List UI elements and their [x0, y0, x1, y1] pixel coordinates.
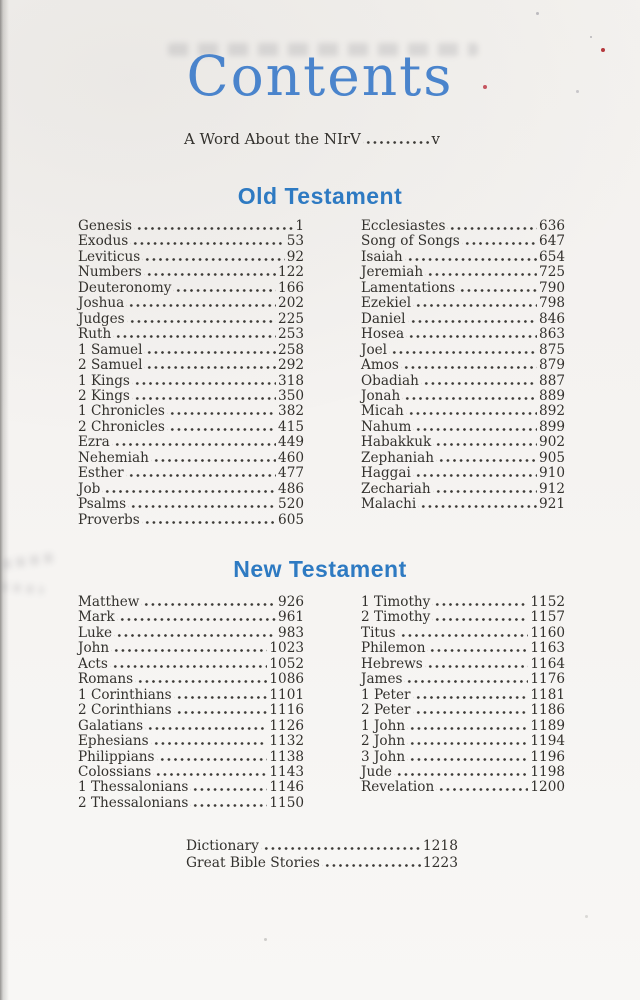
dot-leader: [406, 412, 537, 415]
toc-entry-page: 53: [286, 233, 304, 250]
toc-entry-label: Jeremiah: [361, 264, 424, 281]
toc-entry-page: 460: [278, 449, 304, 466]
toc-entry-label: 2 Corinthians: [78, 702, 172, 719]
toc-entry-page: 875: [539, 341, 565, 358]
toc-entry-page: 449: [278, 434, 304, 451]
toc-entry: [78, 750, 304, 765]
toc-entry-label: Habakkuk: [361, 434, 432, 451]
toc-entry: [361, 482, 565, 497]
toc-entry-label: A Word About the NIrV: [184, 130, 361, 148]
toc-entry-label: 1 John: [361, 717, 406, 734]
toc-entry-label: Psalms: [78, 496, 127, 513]
toc-entry: [78, 796, 304, 811]
toc-entry-page: 1163: [530, 640, 565, 657]
dot-leader: [398, 634, 529, 637]
toc-entry: [78, 719, 304, 734]
dot-leader: [425, 273, 537, 276]
toc-entry-page: 912: [539, 480, 565, 497]
toc-entry-label: 2 Peter: [361, 702, 411, 719]
toc-entry-label: 1 Thessalonians: [78, 779, 189, 796]
toc-entry-label: Zechariah: [361, 480, 431, 497]
toc-entry-page: 1116: [269, 702, 304, 719]
toc-entry-label: Luke: [78, 624, 113, 641]
dot-leader: [110, 665, 268, 668]
dot-leader: [402, 397, 537, 400]
toc-entry-label: 1 Samuel: [78, 341, 143, 358]
toc-entry-page: 1196: [530, 748, 565, 765]
dot-leader: [167, 428, 276, 431]
toc-entry-page: 1200: [530, 779, 565, 796]
toc-entry-page: 166: [278, 279, 304, 296]
toc-entry-label: Haggai: [361, 465, 411, 482]
new-testament-column-1: [78, 595, 304, 811]
toc-entry: [361, 750, 565, 765]
toc-entry-page: 887: [539, 372, 565, 389]
toc-entry-page: 258: [278, 341, 304, 358]
toc-entry-page: 846: [539, 310, 565, 327]
back-matter-list: [186, 838, 458, 871]
dot-leader: [447, 227, 537, 230]
dot-leader: [413, 696, 529, 699]
toc-entry-label: Exodus: [78, 233, 129, 250]
toc-entry-page: 477: [278, 465, 304, 482]
dot-leader: [413, 304, 537, 307]
toc-entry: [361, 234, 565, 249]
toc-entry-page: 1086: [269, 671, 304, 688]
dot-leader: [132, 397, 276, 400]
dot-leader: [433, 490, 537, 493]
toc-entry-page: 1: [295, 218, 304, 234]
toc-entry-page: 647: [539, 233, 565, 250]
dot-leader: [436, 459, 537, 462]
toc-entry-label: Leviticus: [78, 248, 141, 265]
toc-entry: [361, 404, 565, 419]
toc-entry: [361, 327, 565, 342]
toc-entry-page: 1176: [530, 671, 565, 688]
toc-entry: [361, 497, 565, 512]
toc-entry: [361, 626, 565, 641]
toc-entry: [78, 734, 304, 749]
toc-entry-label: 2 Timothy: [361, 609, 431, 626]
toc-entry-label: Genesis: [78, 218, 133, 234]
toc-entry-label: Ruth: [78, 326, 112, 343]
toc-entry: [78, 497, 304, 512]
dot-leader: [389, 351, 537, 354]
toc-entry: [361, 343, 565, 358]
toc-entry-page: 1052: [269, 655, 304, 672]
toc-entry-page: 1181: [530, 686, 565, 703]
dot-leader: [261, 847, 421, 850]
toc-entry: [78, 626, 304, 641]
dot-leader: [322, 864, 421, 867]
toc-entry: [361, 734, 565, 749]
toc-entry-label: Obadiah: [361, 372, 419, 389]
dot-leader: [142, 521, 276, 524]
toc-entry-page: 605: [278, 511, 304, 528]
toc-entry: [78, 703, 304, 718]
paper-speck: [264, 938, 267, 941]
dot-leader: [425, 665, 529, 668]
dot-leader: [433, 443, 537, 446]
toc-entry-label: Romans: [78, 671, 134, 688]
toc-entry-page: 902: [539, 434, 565, 451]
dot-leader: [401, 366, 537, 369]
toc-entry: [361, 374, 565, 389]
paper-speck: [590, 36, 592, 38]
toc-entry: [361, 688, 565, 703]
toc-entry-page: 1132: [269, 733, 304, 750]
toc-entry-page: 520: [278, 496, 304, 513]
toc-entry: [78, 404, 304, 419]
toc-entry-page: 1138: [269, 748, 304, 765]
toc-entry: [361, 610, 565, 625]
dot-leader: [126, 304, 276, 307]
dot-leader: [151, 742, 268, 745]
dot-leader: [132, 382, 276, 385]
dot-leader: [167, 412, 276, 415]
toc-entry-label: Nehemiah: [78, 449, 149, 466]
dot-leader: [418, 505, 537, 508]
toc-entry-page: 1164: [530, 655, 565, 672]
toc-entry: [361, 703, 565, 718]
toc-entry: [361, 389, 565, 404]
toc-entry-label: Philippians: [78, 748, 155, 765]
toc-entry-label: Malachi: [361, 496, 417, 513]
toc-entry-label: Great Bible Stories: [186, 854, 320, 871]
toc-entry: [78, 219, 304, 234]
toc-entry-page: 636: [539, 218, 565, 234]
dot-leader: [427, 649, 528, 652]
toc-entry-label: Hebrews: [361, 655, 423, 672]
toc-entry-label: Amos: [361, 357, 399, 374]
toc-entry: [78, 234, 304, 249]
toc-entry-page: 1157: [530, 609, 565, 626]
toc-entry-page: 905: [539, 449, 565, 466]
toc-entry: [78, 265, 304, 280]
dot-leader: [113, 335, 276, 338]
toc-entry-page: 292: [278, 357, 304, 374]
toc-entry: [78, 358, 304, 373]
toc-entry-label: 1 Kings: [78, 372, 130, 389]
toc-entry-page: 798: [539, 295, 565, 312]
toc-entry-page: 725: [539, 264, 565, 281]
toc-entry-label: Jonah: [361, 387, 401, 404]
toc-entry-label: Job: [78, 480, 101, 497]
dot-leader: [142, 258, 284, 261]
toc-entry: [78, 657, 304, 672]
toc-entry: [186, 838, 458, 855]
dot-leader: [117, 618, 276, 621]
toc-entry-page: 253: [278, 326, 304, 343]
toc-entry: [78, 466, 304, 481]
toc-entry-page: 1223: [422, 854, 458, 871]
dot-leader: [190, 804, 267, 807]
toc-entry: [361, 641, 565, 656]
toc-entry-page: 1189: [530, 717, 565, 734]
toc-entry-label: Ephesians: [78, 733, 149, 750]
toc-entry-label: Revelation: [361, 779, 435, 796]
toc-entry: [78, 451, 304, 466]
dot-leader: [407, 727, 528, 730]
toc-entry-label: Deuteronomy: [78, 279, 172, 296]
dot-leader: [407, 758, 528, 761]
dot-leader: [421, 382, 537, 385]
toc-entry: [78, 327, 304, 342]
toc-entry-page: 961: [278, 609, 304, 626]
toc-entry-label: Titus: [361, 624, 396, 641]
dot-leader: [413, 474, 537, 477]
page-edge-shadow: [0, 0, 9, 1000]
toc-entry-label: 1 Peter: [361, 686, 411, 703]
paper-speck: [585, 915, 588, 918]
toc-entry-label: Ecclesiastes: [361, 218, 446, 234]
old-testament-column-2: [361, 219, 565, 528]
dot-leader: [111, 649, 267, 652]
toc-entry-page: 863: [539, 326, 565, 343]
toc-entry-page: 318: [278, 372, 304, 389]
toc-entry-label: Matthew: [78, 594, 140, 610]
toc-entry: [361, 595, 565, 610]
dot-leader: [157, 758, 268, 761]
toc-entry-label: Jude: [361, 763, 392, 780]
toc-entry: [361, 281, 565, 296]
toc-entry: [186, 855, 458, 872]
dot-leader: [126, 474, 276, 477]
toc-entry: [78, 780, 304, 795]
dot-leader: [436, 788, 528, 791]
dot-leader: [144, 273, 276, 276]
dot-leader: [405, 258, 537, 261]
toc-entry-page: 350: [278, 387, 304, 404]
dot-leader: [174, 711, 268, 714]
dot-leader: [130, 242, 284, 245]
toc-entry-label: 2 John: [361, 733, 406, 750]
toc-entry: [78, 641, 304, 656]
toc-entry-label: Galatians: [78, 717, 144, 734]
toc-entry: [78, 435, 304, 450]
dot-leader: [462, 242, 537, 245]
toc-entry-label: Isaiah: [361, 248, 403, 265]
toc-entry-label: Proverbs: [78, 511, 140, 528]
toc-entry-page: 654: [539, 248, 565, 265]
toc-entry: [361, 265, 565, 280]
toc-entry: [361, 466, 565, 481]
toc-entry: [78, 343, 304, 358]
dot-leader: [394, 773, 528, 776]
toc-entry-label: Zephaniah: [361, 449, 435, 466]
toc-entry-page: 202: [278, 295, 304, 312]
dot-leader: [114, 634, 276, 637]
toc-entry-page: 910: [539, 465, 565, 482]
toc-entry-page: 926: [278, 594, 304, 610]
toc-entry: [78, 688, 304, 703]
dot-leader: [174, 696, 268, 699]
dot-leader: [144, 351, 276, 354]
dot-leader: [190, 788, 267, 791]
toc-entry-page: 1023: [269, 640, 304, 657]
dot-leader: [432, 603, 528, 606]
toc-entry-label: Daniel: [361, 310, 406, 327]
toc-entry-page: v: [431, 130, 440, 148]
toc-entry-page: 1146: [269, 779, 304, 796]
toc-entry-label: Nahum: [361, 418, 412, 435]
toc-entry-page: 415: [278, 418, 304, 435]
dot-leader: [127, 320, 276, 323]
toc-entry-label: 2 Thessalonians: [78, 794, 189, 811]
toc-entry: [184, 130, 440, 149]
toc-entry-page: 1152: [530, 594, 565, 610]
toc-entry: [361, 358, 565, 373]
dot-leader: [141, 603, 276, 606]
toc-entry-page: 1143: [269, 763, 304, 780]
toc-entry-page: 1126: [269, 717, 304, 734]
toc-entry-page: 225: [278, 310, 304, 327]
toc-entry: [78, 420, 304, 435]
toc-entry: [361, 451, 565, 466]
toc-entry-label: 2 Kings: [78, 387, 130, 404]
toc-entry-label: James: [361, 671, 403, 688]
dot-leader: [363, 141, 430, 144]
toc-entry-page: 92: [286, 248, 304, 265]
toc-entry-page: 486: [278, 480, 304, 497]
toc-entry-page: 1218: [422, 838, 458, 854]
toc-entry: [361, 435, 565, 450]
dot-leader: [151, 459, 276, 462]
toc-entry-page: 122: [278, 264, 304, 281]
toc-entry: [78, 672, 304, 687]
toc-entry-label: Ezekiel: [361, 295, 412, 312]
toc-entry-page: 1160: [530, 624, 565, 641]
toc-entry: [78, 250, 304, 265]
dot-leader: [432, 618, 528, 621]
dot-leader: [407, 742, 528, 745]
toc-entry-label: 1 Timothy: [361, 594, 431, 610]
old-testament-columns: [78, 219, 565, 528]
toc-entry-page: 892: [539, 403, 565, 420]
toc-entry-page: 1194: [530, 733, 565, 750]
toc-entry: [78, 281, 304, 296]
toc-entry: [78, 513, 304, 528]
toc-entry: [361, 296, 565, 311]
toc-entry-label: Lamentations: [361, 279, 456, 296]
dot-leader: [413, 428, 537, 431]
dot-leader: [406, 335, 537, 338]
toc-entry: [361, 312, 565, 327]
toc-entry-label: Song of Songs: [361, 233, 460, 250]
dot-leader: [135, 680, 267, 683]
toc-entry-label: 2 Samuel: [78, 357, 143, 374]
toc-entry-label: 2 Chronicles: [78, 418, 165, 435]
toc-entry-label: Esther: [78, 465, 124, 482]
toc-entry-page: 899: [539, 418, 565, 435]
toc-entry-label: Numbers: [78, 264, 142, 281]
toc-entry-label: Joshua: [78, 295, 125, 312]
toc-entry-page: 1101: [269, 686, 304, 703]
section-heading-new-testament: New Testament: [233, 556, 407, 582]
dot-leader: [173, 289, 276, 292]
toc-entry-label: Mark: [78, 609, 115, 626]
toc-entry-label: 1 Chronicles: [78, 403, 165, 420]
toc-entry: [361, 719, 565, 734]
page-title: Contents: [186, 44, 454, 108]
toc-entry-label: Micah: [361, 403, 404, 420]
toc-entry: [361, 672, 565, 687]
toc-entry-label: 3 John: [361, 748, 406, 765]
toc-entry-page: 983: [278, 624, 304, 641]
toc-entry: [78, 482, 304, 497]
toc-entry-page: 790: [539, 279, 565, 296]
toc-entry: [78, 610, 304, 625]
toc-entry: [361, 657, 565, 672]
dot-leader: [144, 366, 276, 369]
toc-entry: [361, 420, 565, 435]
dot-leader: [413, 711, 529, 714]
toc-entry-label: Colossians: [78, 763, 152, 780]
toc-entry: [78, 765, 304, 780]
toc-entry-page: 879: [539, 357, 565, 374]
toc-entry-label: Philemon: [361, 640, 426, 657]
toc-entry: [361, 765, 565, 780]
toc-entry: [78, 296, 304, 311]
toc-entry-page: 921: [539, 496, 565, 513]
new-testament-column-2: [361, 595, 565, 811]
new-testament-columns: [78, 595, 565, 811]
toc-entry-label: 1 Corinthians: [78, 686, 172, 703]
toc-entry-page: 382: [278, 403, 304, 420]
toc-entry-label: John: [78, 640, 110, 657]
toc-entry-page: 1198: [530, 763, 565, 780]
toc-entry: [78, 374, 304, 389]
toc-entry-label: Ezra: [78, 434, 110, 451]
dot-leader: [457, 289, 537, 292]
toc-entry-page: 1150: [269, 794, 304, 811]
dot-leader: [134, 227, 293, 230]
dot-leader: [408, 320, 538, 323]
dot-leader: [112, 443, 276, 446]
dot-leader: [128, 505, 276, 508]
toc-entry: [78, 312, 304, 327]
toc-entry: [361, 250, 565, 265]
toc-entry-label: Acts: [78, 655, 108, 672]
toc-entry-label: Hosea: [361, 326, 405, 343]
toc-entry-page: 1186: [530, 702, 565, 719]
toc-entry-page: 889: [539, 387, 565, 404]
toc-entry: [78, 389, 304, 404]
dot-leader: [102, 490, 276, 493]
front-matter-list: [184, 130, 440, 149]
dot-leader: [404, 680, 528, 683]
old-testament-column-1: [78, 219, 304, 528]
paper-speck: [536, 12, 539, 15]
toc-entry-label: Judges: [78, 310, 125, 327]
toc-entry: [361, 219, 565, 234]
toc-entry: [361, 780, 565, 795]
toc-entry-label: Dictionary: [186, 838, 259, 854]
toc-entry: [78, 595, 304, 610]
dot-leader: [145, 727, 267, 730]
dot-leader: [153, 773, 267, 776]
section-heading-old-testament: Old Testament: [237, 183, 403, 209]
toc-entry-label: Joel: [361, 341, 388, 358]
